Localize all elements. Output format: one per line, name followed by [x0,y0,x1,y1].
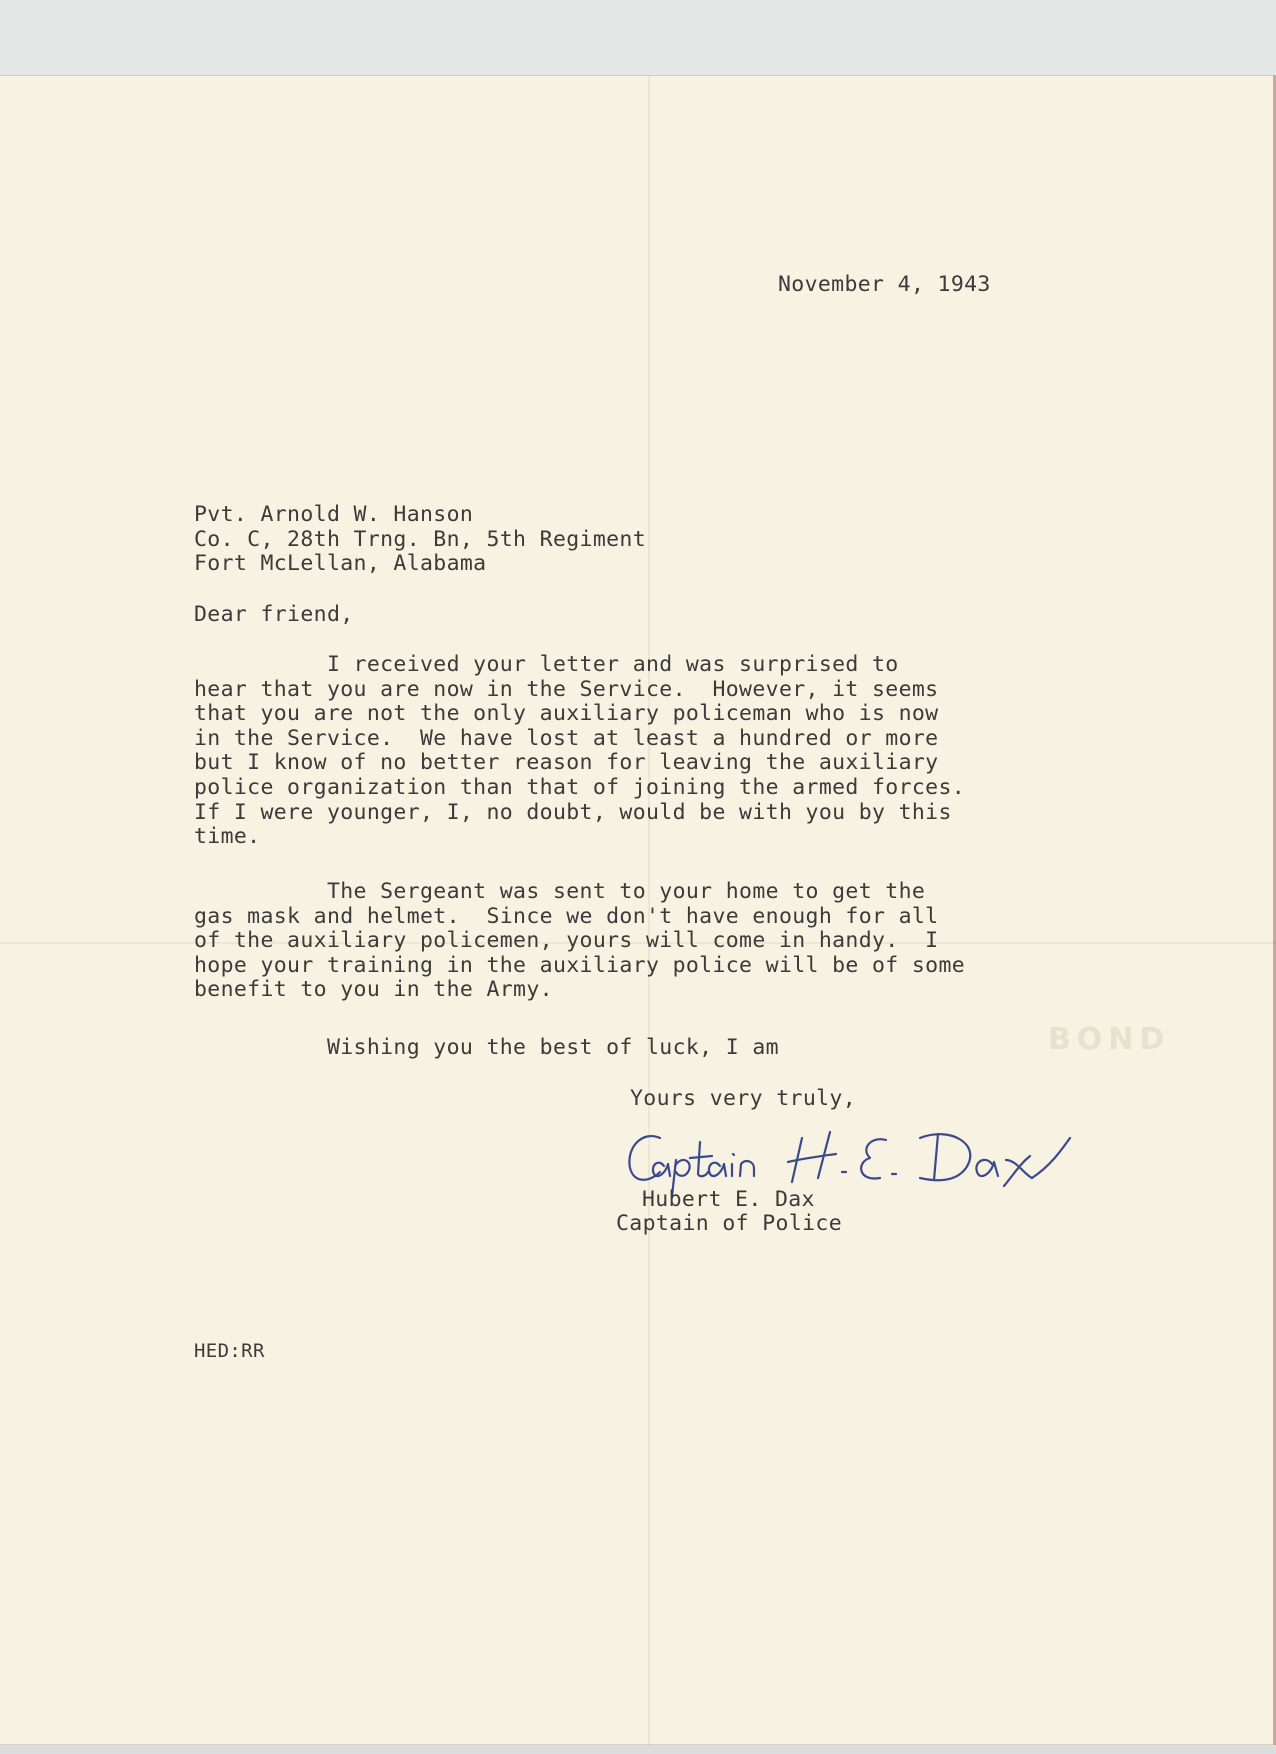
complimentary-closing: Yours very truly, [630,1086,856,1111]
recipient-address [194,503,646,577]
letter-date: November 4, 1943 [778,272,991,297]
body-paragraph: I received your letter and was surprised to hear that you are now in the Service. However, it seems that you are not the only auxiliary policeman who is now in the Service. We have lost at least a hundred or more but I know of no better reason for leaving the auxiliary police organization than that of joining the armed forces. If I were younger, I, no doubt, would be with you by this time. [194,652,966,850]
body-paragraph: Wishing you the best of luck, I am [194,1035,779,1060]
recipient-line: Co. C, 28th Trng. Bn, 5th Regiment [194,526,646,552]
salutation: Dear friend, [194,602,354,627]
scan-bottom-strip [0,1745,1276,1754]
signer-name: Hubert E. Dax [642,1187,815,1212]
body-paragraph: The Sergeant was sent to your home to get the gas mask and helmet. Since we don't have enough for all of the auxiliary policemen, yours will come in handy. I hope your training in the auxiliary police will be of some benefit to you in the Army. [194,879,966,1003]
reference-initials: HED:RR [194,1340,265,1362]
recipient-line: Fort McLellan, Alabama [194,551,487,577]
signer-title: Captain of Police [616,1211,842,1236]
paper-watermark: BOND [1048,1022,1171,1057]
recipient-line: Pvt. Arnold W. Hanson [194,502,474,527]
